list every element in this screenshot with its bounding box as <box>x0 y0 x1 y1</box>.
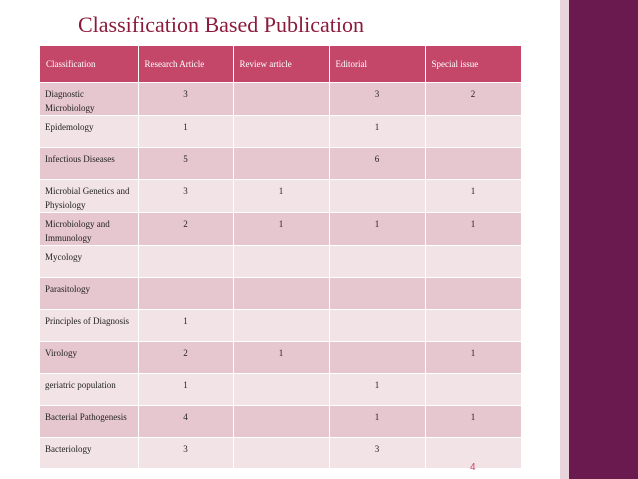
table-row <box>40 278 521 310</box>
classification-cell: Principles of Diagnosis <box>40 310 138 342</box>
count-cell <box>425 148 521 180</box>
count-cell: 1 <box>329 213 425 246</box>
count-cell <box>329 246 425 278</box>
table-row <box>40 116 521 148</box>
table-row <box>40 246 521 278</box>
classification-cell: Infectious Diseases <box>40 148 138 180</box>
header-editorial: Editorial <box>329 46 425 83</box>
count-cell <box>425 246 521 278</box>
table-body <box>40 83 521 468</box>
page-number: 4 <box>470 462 476 473</box>
classification-cell: Bacterial Pathogenesis <box>40 406 138 438</box>
count-cell: 1 <box>425 213 521 246</box>
header-special-issue: Special issue <box>425 46 521 83</box>
count-cell: 1 <box>233 180 329 213</box>
count-cell <box>329 180 425 213</box>
count-cell <box>233 310 329 342</box>
classification-cell: Epidemology <box>40 116 138 148</box>
count-cell <box>425 278 521 310</box>
count-cell: 1 <box>138 310 233 342</box>
table-row <box>40 342 521 374</box>
count-cell <box>233 246 329 278</box>
count-cell <box>329 278 425 310</box>
header-review-article: Review article <box>233 46 329 83</box>
count-cell: 2 <box>425 83 521 116</box>
count-cell: 3 <box>329 83 425 116</box>
count-cell <box>425 116 521 148</box>
header-classification: Classification <box>40 46 138 83</box>
classification-cell: Bacteriology <box>40 438 138 468</box>
table-row <box>40 406 521 438</box>
classification-cell: geriatric population <box>40 374 138 406</box>
table-row <box>40 438 521 468</box>
count-cell <box>329 342 425 374</box>
count-cell: 1 <box>425 180 521 213</box>
classification-cell: Mycology <box>40 246 138 278</box>
count-cell <box>138 278 233 310</box>
count-cell <box>233 406 329 438</box>
count-cell <box>425 310 521 342</box>
classification-cell: Microbial Genetics and Physiology <box>40 180 138 213</box>
slide-title: Classification Based Publication <box>78 12 364 37</box>
count-cell <box>425 374 521 406</box>
count-cell: 4 <box>138 406 233 438</box>
count-cell <box>233 374 329 406</box>
count-cell: 1 <box>233 213 329 246</box>
sidebar-accent-light <box>560 0 569 479</box>
count-cell <box>233 148 329 180</box>
count-cell: 1 <box>138 374 233 406</box>
count-cell: 3 <box>138 438 233 468</box>
classification-cell: Diagnostic Microbiology <box>40 83 138 116</box>
count-cell <box>329 310 425 342</box>
count-cell <box>233 83 329 116</box>
table-row <box>40 310 521 342</box>
count-cell: 2 <box>138 213 233 246</box>
table-row <box>40 83 521 116</box>
count-cell <box>233 438 329 468</box>
classification-cell: Virology <box>40 342 138 374</box>
count-cell: 2 <box>138 342 233 374</box>
header-research-article: Research Article <box>138 46 233 83</box>
classification-cell: Microbiology and Immunology <box>40 213 138 246</box>
count-cell: 5 <box>138 148 233 180</box>
classification-cell: Parasitology <box>40 278 138 310</box>
count-cell: 1 <box>233 342 329 374</box>
table-row <box>40 374 521 406</box>
table-header-row <box>40 46 521 83</box>
count-cell <box>233 278 329 310</box>
count-cell: 1 <box>425 406 521 438</box>
count-cell: 1 <box>425 342 521 374</box>
count-cell: 3 <box>329 438 425 468</box>
count-cell: 3 <box>138 83 233 116</box>
count-cell: 1 <box>138 116 233 148</box>
publication-table-container <box>40 46 521 468</box>
table-row <box>40 180 521 213</box>
sidebar-accent-dark <box>569 0 638 479</box>
count-cell: 1 <box>329 374 425 406</box>
count-cell <box>233 116 329 148</box>
count-cell: 1 <box>329 406 425 438</box>
count-cell: 1 <box>329 116 425 148</box>
count-cell: 6 <box>329 148 425 180</box>
count-cell: 3 <box>138 180 233 213</box>
table-row <box>40 213 521 246</box>
count-cell <box>138 246 233 278</box>
table-row <box>40 148 521 180</box>
publication-table <box>40 46 522 468</box>
